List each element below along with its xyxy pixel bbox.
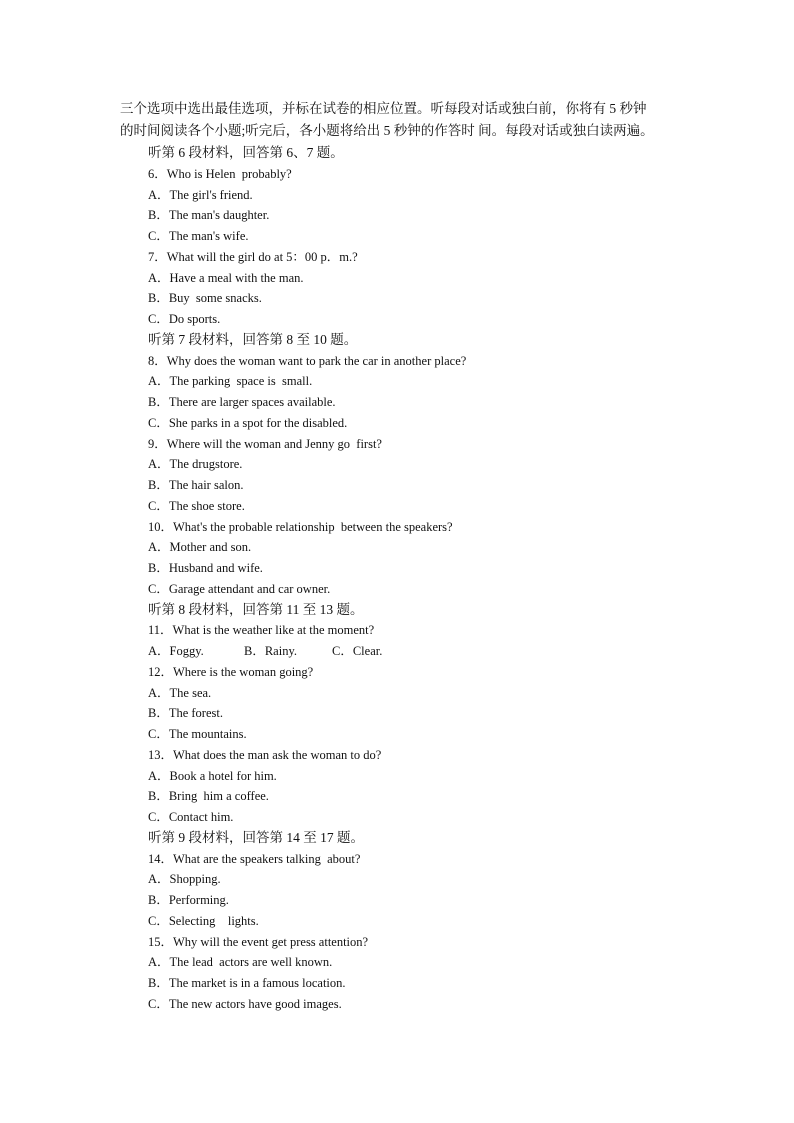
answer-option: A．The lead actors are well known.: [148, 955, 333, 970]
answer-option: B．Performing.: [148, 893, 229, 907]
question-stem: 12．Where is the woman going?: [148, 664, 314, 679]
answer-option: B．Buy some snacks.: [148, 291, 262, 306]
instructions-paragraph: [120, 98, 700, 142]
question-stem: 13．What does the man ask the woman to do?: [148, 747, 382, 762]
answer-option: C．She parks in a spot for the disabled.: [148, 415, 348, 430]
answer-option: B．The man's daughter.: [148, 208, 270, 223]
answer-option: B．Bring him a coffee.: [148, 789, 269, 804]
answer-option: A．Shopping.: [148, 872, 221, 887]
question-stem: 11．What is the weather like at the moment?: [148, 623, 375, 638]
q11-options-row: [148, 641, 708, 662]
answer-option: A．The drugstore.: [148, 457, 243, 472]
q11-option-c: C．Clear.: [332, 644, 383, 658]
answer-option: A．The sea.: [148, 685, 212, 700]
question-stem: 9．Where will the woman and Jenny go first?: [148, 436, 382, 451]
answer-option: B．Husband and wife.: [148, 561, 263, 575]
answer-option: B．The hair salon.: [148, 478, 244, 492]
section-heading: 听第 6 段材料，回答第 6、7 题。: [148, 145, 344, 160]
section-heading: 听第 9 段材料，回答第 14 至 17 题。: [148, 829, 364, 845]
answer-option: B．There are larger spaces available.: [148, 395, 336, 409]
answer-option: C．Contact him.: [148, 810, 234, 824]
section-heading: 听第 8 段材料，回答第 11 至 13 题。: [148, 601, 364, 617]
instructions-line-1: 三个选项中选出最佳选项，并标在试卷的相应位置。听每段对话或独白前，你将有 5 秒钟: [120, 101, 647, 116]
section-heading: 听第 7 段材料，回答第 8 至 10 题。: [148, 331, 358, 347]
question-stem: 7．What will the girl do at 5：00 p．m.?: [148, 249, 358, 264]
answer-option: C．Do sports.: [148, 312, 221, 326]
answer-option: A．Mother and son.: [148, 540, 252, 555]
answer-option: B．The forest.: [148, 706, 223, 721]
question-stem: 8．Why does the woman want to park the car in another place?: [148, 353, 467, 368]
answer-option: A．The girl's friend.: [148, 187, 253, 202]
q11-option-b: B．Rainy.: [244, 644, 298, 658]
answer-option: C．The man's wife.: [148, 229, 249, 243]
answer-option: C．Selecting lights.: [148, 913, 259, 928]
answer-option: C．The mountains.: [148, 727, 247, 741]
answer-option: A．The parking space is small.: [148, 374, 313, 389]
question-stem: 6．Who is Helen probably?: [148, 166, 292, 181]
answer-option: C．The shoe store.: [148, 498, 245, 513]
question-stem: 15．Why will the event get press attention?: [148, 934, 369, 949]
question-list: [148, 143, 708, 1015]
answer-option: A．Have a meal with the man.: [148, 270, 304, 285]
answer-option: B．The market is in a famous location.: [148, 976, 346, 990]
question-stem: 14．What are the speakers talking about?: [148, 851, 361, 866]
question-stem: 10．What's the probable relationship between the speakers?: [148, 519, 453, 534]
q11-option-a: A．Foggy.: [148, 644, 204, 658]
instructions-line-2: 的时间阅读各个小题;听完后，各小题将给出 5 秒钟的作答时 间。每段对话或独白读两遍。: [120, 123, 654, 138]
answer-option: A．Book a hotel for him.: [148, 768, 277, 783]
answer-option: C．Garage attendant and car owner.: [148, 581, 331, 596]
answer-option: C．The new actors have good images.: [148, 996, 342, 1011]
